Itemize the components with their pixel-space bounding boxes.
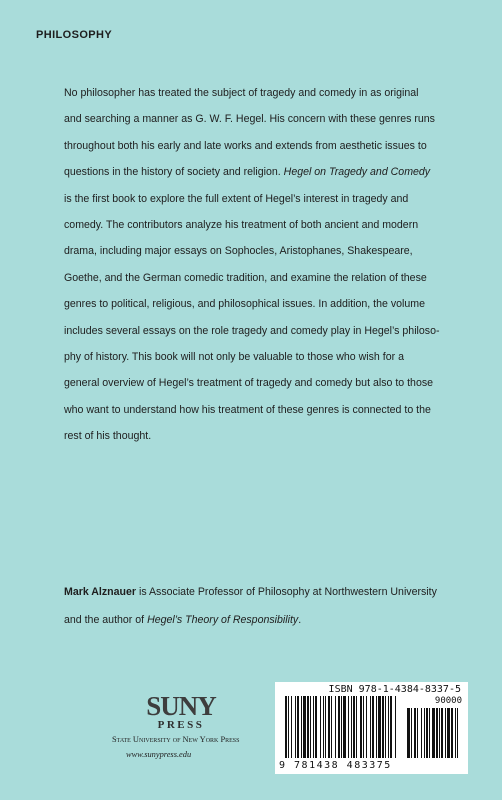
barcode-bar [338, 696, 340, 758]
barcode-bar [348, 696, 349, 758]
barcode-bar [376, 696, 377, 758]
publisher-logo-top: SUNY [146, 691, 216, 721]
barcode-bar [320, 696, 321, 758]
addon-bar [432, 708, 435, 758]
price-code: 90000 [434, 696, 462, 706]
author-name: Mark Alznauer [64, 586, 137, 598]
barcode-bar [388, 696, 389, 758]
addon-bar [411, 708, 412, 758]
addon-bar [439, 708, 440, 758]
addon-bar [436, 708, 438, 758]
description-line: phy of history. This book will not only be valuable to those who wish for a [64, 351, 404, 364]
addon-bar [414, 708, 416, 758]
barcode-bar [341, 696, 342, 758]
publisher-url: www.sunypress.edu [126, 750, 192, 759]
barcode-bar [307, 696, 309, 758]
publisher-name: State University of New York Press [112, 735, 240, 744]
description-line: who want to understand how his treatment of these genres is connected to the [64, 403, 431, 416]
addon-bar [429, 708, 430, 758]
barcode-bar [382, 696, 384, 758]
addon-bar [447, 708, 450, 758]
barcode-bar [331, 696, 332, 758]
barcode-bar [315, 696, 317, 758]
description-line: throughout both his early and late works and extends from aesthetic issues to [64, 139, 427, 152]
barcode-bar [288, 696, 289, 758]
barcode-bar [351, 696, 352, 758]
description-line: comedy. The contributors analyze his treatment of both ancient and modern [64, 219, 419, 232]
barcode-bar [363, 696, 364, 758]
barcode-bars [279, 696, 464, 760]
barcode-bar [390, 696, 392, 758]
description-line: is the first book to explore the full extent of Hegel’s interest in tragedy and [64, 192, 409, 205]
isbn-barcode [275, 682, 468, 774]
barcode-bar [353, 696, 355, 758]
addon-bar [421, 708, 422, 758]
author-affiliation: is Associate Professor of Philosophy at Northwestern University [136, 586, 437, 598]
description-line: No philosopher has treated the subject of tragedy and comedy in as original [64, 87, 419, 99]
barcode-bar [395, 696, 396, 758]
barcode-bar [372, 696, 374, 758]
barcode-bar [295, 696, 296, 758]
ean-number: 9 781438 483375 [279, 760, 392, 771]
addon-bar [407, 708, 410, 758]
description-line: rest of his thought. [64, 430, 152, 443]
author-prior-prefix: and the author of [64, 614, 148, 626]
publisher-logo [116, 691, 246, 731]
book-title: Hegel on Tragedy and Comedy [283, 166, 431, 179]
barcode-bar [291, 696, 292, 758]
addon-bar [441, 708, 443, 758]
addon-bar [417, 708, 418, 758]
barcode-bar [370, 696, 371, 758]
addon-bar [451, 708, 453, 758]
barcode-bar [360, 696, 362, 758]
author-bio [64, 578, 474, 634]
author-prior-book: Hegel’s Theory of Responsibility [147, 614, 299, 626]
barcode-bar [301, 696, 302, 758]
publisher-logo-bottom: PRESS [157, 719, 205, 731]
addon-bar [426, 708, 428, 758]
description-line: Goethe, and the German comedic tradition, and examine the relation of these [64, 271, 427, 284]
description-line: drama, including major essays on Sophocles, Aristophanes, Shakespeare, [64, 245, 413, 258]
barcode-bar [366, 696, 367, 758]
barcode-bar [303, 696, 306, 758]
category-label: PHILOSOPHY [36, 29, 113, 41]
author-prior-suffix: . [298, 614, 302, 626]
barcode-bar [343, 696, 346, 758]
barcode-bar [378, 696, 381, 758]
isbn-number: ISBN 978-1-4384-8337-5 [328, 684, 461, 695]
barcode-bar [323, 696, 324, 758]
description-line: includes several essays on the role tragedy and comedy play in Hegel’s philoso- [64, 324, 440, 337]
addon-bar [424, 708, 425, 758]
description-line [64, 159, 468, 185]
author-bio-line [64, 578, 474, 606]
book-description [64, 80, 468, 450]
description-text: questions in the history of society and religion. [64, 166, 281, 179]
addon-bar [457, 708, 458, 758]
barcode-bar [385, 696, 386, 758]
barcode-bar [335, 696, 336, 758]
barcode-bar [310, 696, 311, 758]
description-line: and searching a manner as G. W. F. Hegel. His concern with these genres runs [64, 113, 435, 126]
description-line: genres to political, religious, and philosophical issues. In addition, the volume [64, 298, 425, 311]
addon-bar [455, 708, 456, 758]
description-line: general overview of Hegel’s treatment of tragedy and comedy but also to those [64, 377, 434, 390]
author-bio-line [64, 606, 474, 634]
barcode-bar [328, 696, 330, 758]
addon-bar [445, 708, 446, 758]
barcode-bar [313, 696, 314, 758]
barcode-bar [285, 696, 287, 758]
barcode-bar [356, 696, 357, 758]
barcode-bar [325, 696, 326, 758]
barcode-bar [297, 696, 299, 758]
